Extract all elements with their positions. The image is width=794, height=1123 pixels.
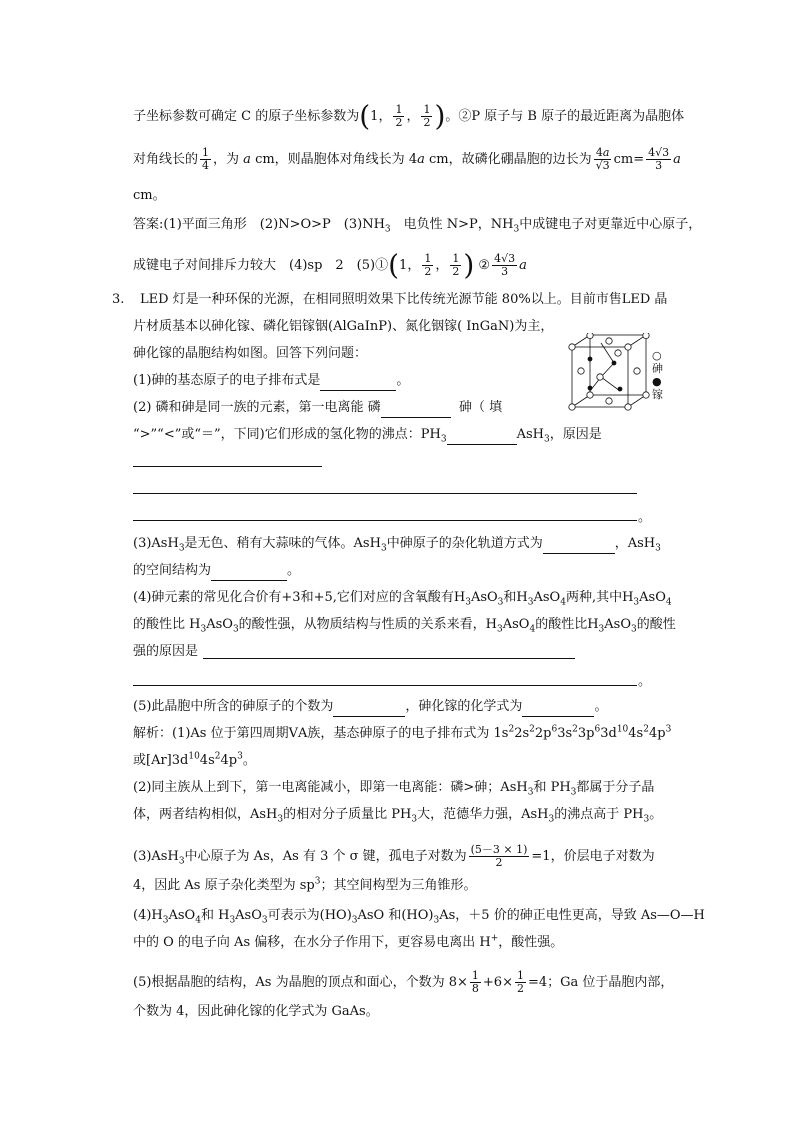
answer-blank[interactable] — [522, 702, 594, 717]
num: 1 — [516, 969, 524, 982]
text: (5)此晶胞中所含的砷原子的个数为 — [133, 699, 334, 714]
sub: 3 — [178, 543, 185, 554]
text: ② — [478, 258, 491, 273]
den: 3 — [501, 265, 509, 278]
q3-sub2-line1 — [133, 398, 502, 418]
sub: 4 — [560, 597, 566, 608]
text: ，为 — [213, 152, 240, 167]
t: 体，两者结构相似，AsH — [133, 807, 278, 822]
legend — [652, 349, 668, 401]
text: AsO — [470, 590, 498, 605]
num: 1 — [202, 146, 210, 159]
legend-ga: ●镓 — [652, 375, 663, 401]
den: 2 — [452, 265, 460, 278]
text: 两种,其中H — [565, 590, 634, 605]
t: a — [602, 146, 610, 159]
text: 。 — [396, 373, 410, 388]
sol-3-line1 — [133, 844, 655, 869]
sup: 2 — [529, 724, 535, 735]
frac-lone-pair — [469, 844, 530, 869]
sup: 2 — [508, 724, 515, 735]
num: (5－3 × 1) — [470, 843, 528, 856]
t: ， — [407, 258, 421, 273]
frac-half — [421, 104, 432, 129]
right-paren: ) — [463, 248, 475, 282]
answer-blank[interactable] — [447, 430, 517, 445]
sol-line1 — [133, 724, 671, 744]
q3-sub4-line3: 强的原因是 — [133, 644, 199, 659]
frac-4a-sqrt3 — [594, 147, 612, 172]
t: 和 H — [200, 908, 230, 923]
text: 的空间结构为 — [133, 563, 212, 578]
answer-blank[interactable] — [211, 566, 287, 581]
t: 。 — [649, 807, 663, 822]
sep: ， — [406, 109, 420, 124]
sub: 3 — [232, 624, 239, 635]
right-paren: ) — [434, 99, 446, 133]
var-a: a — [417, 152, 425, 167]
t: =1，价层电子对数为 — [531, 849, 655, 864]
text: ，原因是 — [549, 427, 602, 442]
sub: 3 — [200, 624, 207, 635]
q3-line3: 砷化镓的晶胞结构如图。回答下列问题： — [133, 346, 368, 361]
num: 1 — [471, 969, 479, 982]
sub: 3 — [631, 624, 637, 635]
t: (2)同主族从上到下，第一电离能减小，即第一电离能：磷>砷；AsH — [133, 780, 528, 795]
text: ，AsH — [614, 536, 656, 551]
text: 的酸性 — [636, 617, 676, 632]
sup: 10 — [188, 751, 200, 762]
sup: + — [490, 933, 499, 944]
t: 3p — [577, 726, 595, 741]
answer-blank[interactable] — [381, 403, 451, 418]
sub: 3 — [433, 915, 440, 926]
frac-4sqrt3-3 — [646, 147, 671, 172]
t: AsO 和(HO) — [357, 908, 434, 923]
t: (3)AsH — [133, 849, 179, 864]
text: AsO — [639, 590, 666, 605]
p1-line3: cm。 — [133, 188, 166, 203]
den: √3 — [595, 159, 610, 172]
t: 解析：(1)As 位于第四周期ⅤA族，基态砷原子的电子排布式为 1s — [133, 726, 509, 741]
q3-sub5 — [133, 697, 607, 717]
t: ；其空间构型为三角锥形。 — [320, 878, 477, 893]
left-paren: ( — [359, 99, 371, 133]
t: AsO — [168, 908, 196, 923]
text: “>”“<”或“＝”，下同)它们形成的氢化物的沸点：PH — [133, 427, 441, 442]
var-a: a — [673, 152, 681, 167]
sup: 6 — [551, 724, 558, 735]
q2-period: 。 — [638, 510, 652, 525]
den: 3 — [655, 159, 663, 172]
text: (1)砷的基态原子的电子排布式是 — [133, 373, 321, 388]
sub: 3 — [261, 915, 268, 926]
t: 中心原子为 As，As 有 3 个 σ 键，孤电子对数为 — [184, 849, 467, 864]
sol-3-line2 — [133, 876, 476, 896]
text: 是无色、稍有大蒜味的气体。AsH — [184, 536, 381, 551]
answer-line[interactable] — [133, 685, 637, 686]
text: 子坐标参数可确定 C 的原子坐标参数为 — [133, 109, 360, 124]
answer-line2 — [133, 248, 527, 282]
text: AsO — [206, 617, 233, 632]
text: 的酸性比H — [535, 617, 599, 632]
sub: 3 — [513, 224, 520, 235]
sup: 2 — [214, 751, 221, 762]
t: 中的 O 的电子向 As 偏移，在水分子作用下，更容易电离出 H — [133, 935, 491, 950]
text: 的酸性强，从物质结构与性质的关系来看，H — [238, 617, 498, 632]
sup: 2 — [572, 724, 578, 735]
text: cm，则晶胞体对角线长为 4 — [255, 152, 418, 167]
frac-half — [393, 104, 404, 129]
sol-4-line2 — [133, 933, 563, 953]
answer-line[interactable] — [133, 493, 637, 494]
den: 8 — [471, 982, 479, 995]
t: 3d — [600, 726, 617, 741]
sol-2-line1 — [133, 778, 654, 798]
q3-sub4-line2 — [133, 615, 676, 635]
t: 大，范德华力强，AsH — [417, 807, 549, 822]
q3-sub4-line1 — [133, 588, 672, 608]
sol-2-line2 — [133, 805, 662, 825]
text: AsO — [533, 590, 561, 605]
sub: 3 — [527, 787, 534, 798]
sub: 3 — [465, 597, 471, 608]
t: +6× — [482, 975, 513, 990]
q3-sub3-line2 — [133, 561, 300, 581]
sup: 3 — [665, 724, 672, 735]
text: 对角线长的 — [133, 152, 199, 167]
sub: 3 — [570, 787, 577, 798]
frac-half — [450, 253, 461, 278]
num: 1 — [452, 252, 460, 265]
t: 或[Ar]3d — [133, 753, 189, 768]
t: ， — [435, 258, 449, 273]
t: As，＋5 价的砷正电性更高，导致 As—O—H — [439, 908, 705, 923]
crystal-cell-diagram — [568, 333, 668, 413]
p1-line2 — [133, 147, 681, 172]
den: 4 — [202, 159, 210, 172]
t: ，酸性强。 — [498, 935, 564, 950]
text: (4)砷元素的常见化合价有+3和+5,它们对应的含氧酸有H — [133, 590, 466, 605]
num: 4√3 — [648, 146, 670, 159]
q3-sub1 — [133, 371, 409, 391]
sub: 4 — [665, 597, 672, 608]
sub: 3 — [384, 224, 391, 235]
num: 1 — [395, 103, 403, 116]
sub: 3 — [380, 543, 387, 554]
sup: 3 — [237, 751, 243, 762]
t: 4p — [220, 753, 238, 768]
frac-4sqrt3-3 — [492, 253, 517, 278]
answer-blank[interactable] — [333, 702, 405, 717]
sub: 4 — [529, 624, 536, 635]
sub: 3 — [229, 915, 236, 926]
t: (4)H — [133, 908, 163, 923]
q3-number: 3. — [112, 292, 125, 307]
text: 中成键电子对更靠近中心原子， — [519, 217, 702, 232]
t: 1 — [399, 258, 408, 273]
sol-line2 — [133, 751, 256, 771]
sub: 3 — [277, 814, 284, 825]
sub: 3 — [162, 915, 169, 926]
t: 2s — [514, 726, 530, 741]
t: 4p — [648, 726, 666, 741]
answer-blank[interactable] — [320, 376, 396, 391]
t: 4 — [595, 146, 603, 159]
t: 的相对分子质量比 PH — [283, 807, 412, 822]
sub: 3 — [411, 814, 418, 825]
answer-line[interactable] — [133, 466, 322, 467]
frac-quarter — [200, 147, 211, 172]
t: 2p — [534, 726, 552, 741]
den: 2 — [423, 116, 431, 129]
t: 都属于分子晶 — [576, 780, 655, 795]
text: AsH — [516, 427, 544, 442]
q3-sub2-line2 — [133, 425, 602, 445]
text: 。②P 原子与 B 原子的最近距离为晶胞体 — [445, 109, 685, 124]
text: 的酸性比 H — [133, 617, 201, 632]
t: 可表示为(HO) — [267, 908, 352, 923]
sep: ， — [378, 109, 392, 124]
t: 。 — [242, 753, 256, 768]
frac-half — [515, 970, 526, 995]
t: 的沸点高于 PH — [554, 807, 644, 822]
text: 中砷原子的杂化轨道方式为 — [386, 536, 543, 551]
t: 4s — [199, 753, 215, 768]
sub: 3 — [497, 597, 504, 608]
sup: 6 — [594, 724, 601, 735]
text: 电负性 N>P，NH — [390, 217, 514, 232]
num: 4√3 — [494, 252, 516, 265]
den: 2 — [395, 116, 403, 129]
t: 镓 — [652, 388, 663, 401]
text: (3)AsH — [133, 536, 179, 551]
t: 3s — [557, 726, 573, 741]
t: 和 PH — [533, 780, 571, 795]
den: 2 — [516, 982, 524, 995]
answer-line[interactable] — [133, 520, 637, 521]
text: cm，故磷化硼晶胞的边长为 — [429, 152, 592, 167]
sup: 10 — [616, 724, 629, 735]
q3-line2: 片材质基本以砷化镓、磷化铝镓铟(AlGaInP)、氮化铟镓( InGaN)为主， — [133, 319, 554, 334]
den: 2 — [424, 265, 432, 278]
den: 2 — [495, 856, 503, 869]
sub: 3 — [351, 915, 358, 926]
answer-line[interactable] — [203, 658, 575, 659]
q4-period: 。 — [638, 674, 652, 689]
sub: 4 — [195, 915, 201, 926]
frac-half — [422, 253, 433, 278]
legend-as: ○砷 — [652, 349, 663, 375]
text: ，砷化镓的化学式为 — [405, 699, 523, 714]
text: (2) 磷和砷是同一族的元素，第一电离能 磷 — [133, 400, 381, 415]
p1-line1 — [133, 99, 685, 133]
sub: 3 — [643, 814, 650, 825]
frac-eighth — [470, 970, 481, 995]
sub: 3 — [178, 856, 185, 867]
var-a: a — [243, 152, 251, 167]
t: AsO — [235, 908, 262, 923]
sub: 3 — [440, 434, 447, 445]
coord-1: 1 — [370, 109, 379, 124]
sup: 2 — [643, 724, 649, 735]
text: 。 — [594, 699, 608, 714]
text: 砷（ 填 — [458, 400, 503, 415]
sol-4-line1 — [133, 906, 705, 926]
text: AsO — [502, 617, 530, 632]
t: =4；Ga 位于晶胞内部， — [527, 975, 674, 990]
answer-blank[interactable] — [543, 539, 615, 554]
sub: 3 — [497, 624, 503, 635]
text: cm= — [613, 152, 645, 167]
answer-line1 — [133, 215, 701, 235]
sub: 3 — [598, 624, 605, 635]
sub: 3 — [527, 597, 534, 608]
t: 4s — [628, 726, 644, 741]
sub: 3 — [548, 814, 555, 825]
sup: 3 — [314, 876, 321, 887]
text: 答案:(1)平面三角形 (2)N>O>P (3)NH — [133, 217, 385, 232]
t: (5)根据晶胞的结构，As 为晶胞的顶点和面心，个数为 8× — [133, 975, 468, 990]
text: 。 — [287, 563, 301, 578]
t: 4，因此 As 原子杂化类型为 sp — [133, 878, 315, 893]
num: 1 — [423, 103, 431, 116]
q3-sub3-line1 — [133, 534, 661, 554]
sol-5-line1 — [133, 970, 673, 995]
sub: 3 — [543, 434, 550, 445]
t: 砷 — [652, 362, 663, 375]
num: 1 — [424, 252, 432, 265]
text: AsO — [604, 617, 631, 632]
sub: 3 — [655, 543, 661, 554]
text: 和H — [503, 590, 528, 605]
q3-line1: LED 灯是一种环保的光源，在相同照明效果下比传统光源节能 80%以上。目前市售LED 晶 — [140, 292, 668, 307]
left-paren: ( — [388, 248, 400, 282]
var-a: a — [519, 258, 527, 273]
sol-5-line2: 个数为 4，因此砷化镓的化学式为 GaAs。 — [133, 1004, 379, 1019]
sub: 3 — [633, 597, 640, 608]
text: 成键电子对间排斥力较大 (4)sp 2 (5)① — [133, 258, 389, 273]
